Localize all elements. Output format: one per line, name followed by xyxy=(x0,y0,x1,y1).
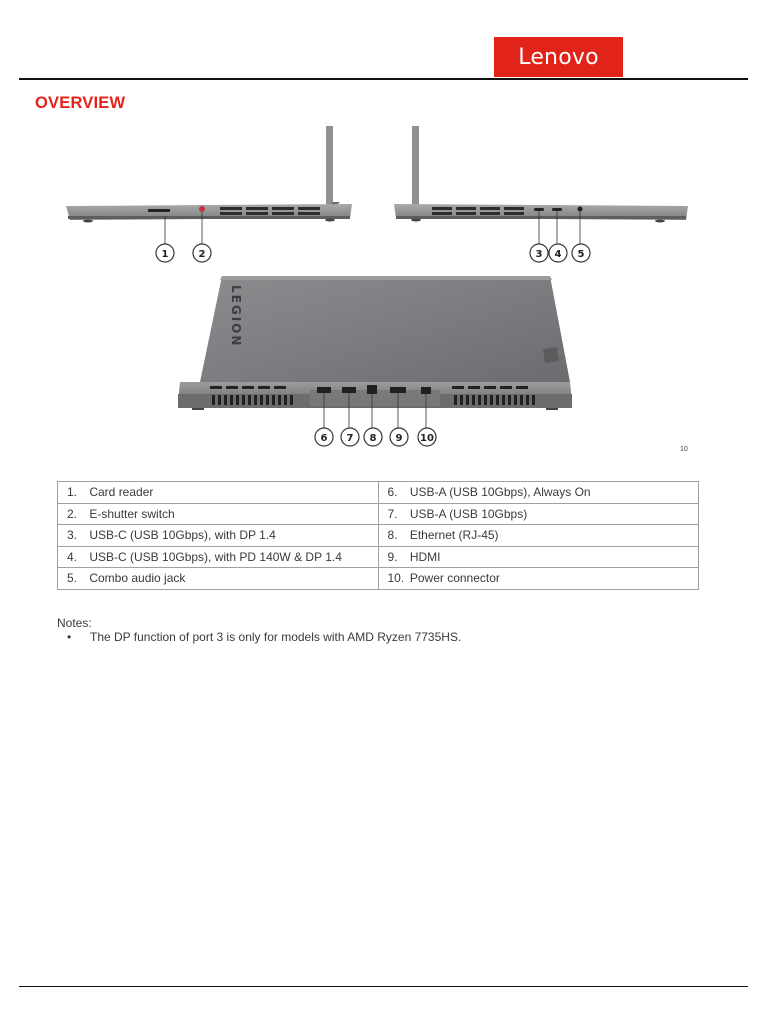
callout-8 xyxy=(364,428,382,446)
lid-logo-text: LEGION xyxy=(229,285,243,348)
port-cell: 7. USB-A (USB 10Gbps) xyxy=(378,503,699,525)
table-row xyxy=(58,546,699,568)
callout-1 xyxy=(156,244,174,262)
svg-text:9: 9 xyxy=(395,433,403,444)
left-side-view xyxy=(66,126,352,245)
port-cell: 4. USB-C (USB 10Gbps), with PD 140W & DP 1.4 xyxy=(58,546,379,568)
table-row xyxy=(58,503,699,525)
port-cell: 5. Combo audio jack xyxy=(58,568,379,590)
svg-text:5: 5 xyxy=(577,249,585,260)
laptop-ports-figure xyxy=(40,120,720,460)
svg-text:2: 2 xyxy=(198,249,206,260)
rear-view xyxy=(178,276,572,428)
figure-corner-label: 10 xyxy=(680,446,688,453)
notes-list xyxy=(57,630,461,644)
table-row xyxy=(58,525,699,547)
section-title: OVERVIEW xyxy=(35,94,126,112)
header-divider xyxy=(19,78,748,80)
ports-table xyxy=(57,481,699,590)
right-side-view xyxy=(394,126,688,245)
lenovo-logo xyxy=(494,37,623,77)
callout-6 xyxy=(315,428,333,446)
port-cell: 2. E-shutter switch xyxy=(58,503,379,525)
svg-text:4: 4 xyxy=(554,249,562,260)
port-cell: 10. Power connector xyxy=(378,568,699,590)
port-cell: 6. USB-A (USB 10Gbps), Always On xyxy=(378,482,699,504)
table-row xyxy=(58,568,699,590)
note-item: • The DP function of port 3 is only for models with AMD Ryzen 7735HS. xyxy=(57,630,461,644)
port-cell: 3. USB-C (USB 10Gbps), with DP 1.4 xyxy=(58,525,379,547)
svg-text:10: 10 xyxy=(420,433,434,444)
notes-section xyxy=(57,616,461,644)
callout-2 xyxy=(193,244,211,262)
callout-4 xyxy=(549,244,567,262)
port-cell: 9. HDMI xyxy=(378,546,699,568)
svg-text:7: 7 xyxy=(346,433,354,444)
svg-text:8: 8 xyxy=(369,433,377,444)
svg-text:6: 6 xyxy=(320,433,328,444)
callout-5 xyxy=(572,244,590,262)
table-row xyxy=(58,482,699,504)
callout-10 xyxy=(418,428,436,446)
footer-divider xyxy=(19,986,748,987)
port-cell: 8. Ethernet (RJ-45) xyxy=(378,525,699,547)
notes-label: Notes: xyxy=(57,616,92,630)
logo-text: Lenovo xyxy=(518,44,599,70)
svg-text:1: 1 xyxy=(161,249,169,260)
svg-text:3: 3 xyxy=(535,249,543,260)
port-cell: 1. Card reader xyxy=(58,482,379,504)
callout-7 xyxy=(341,428,359,446)
callout-3 xyxy=(530,244,548,262)
callout-9 xyxy=(390,428,408,446)
